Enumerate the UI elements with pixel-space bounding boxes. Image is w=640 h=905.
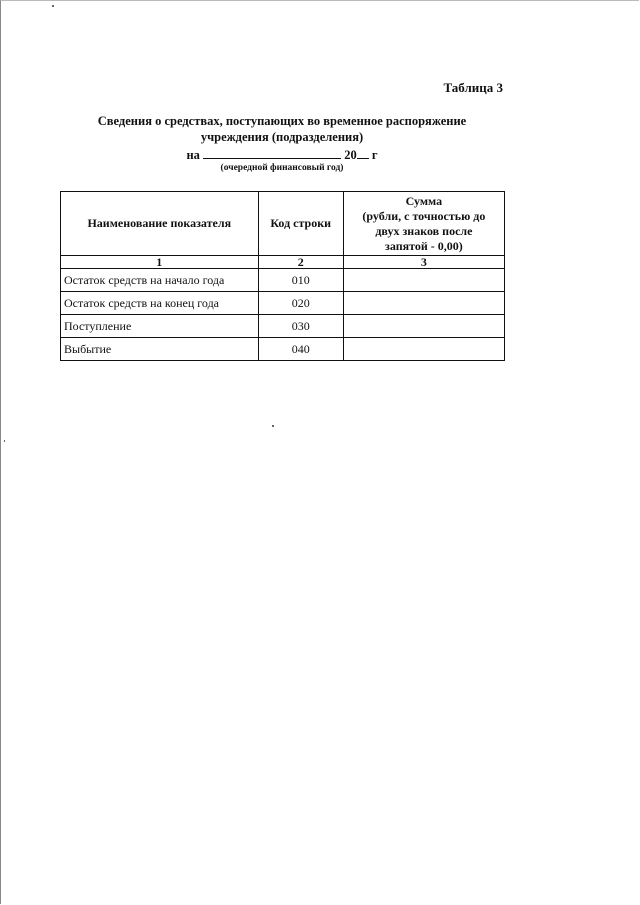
date-year-prefix: 20 — [344, 148, 357, 162]
document-title — [60, 113, 504, 145]
column-number: 3 — [343, 256, 504, 269]
title-line-1: Сведения о средствах, поступающих во временное распоряжение — [97, 114, 467, 128]
row-name: Остаток средств на конец года — [61, 292, 259, 315]
row-sum — [343, 269, 504, 292]
row-sum — [343, 292, 504, 315]
header-sum-line: Сумма — [405, 193, 443, 208]
table-label: Таблица 3 — [443, 80, 503, 95]
column-number: 1 — [61, 256, 259, 269]
header-code: Код строки — [258, 192, 343, 256]
scan-speck — [272, 425, 274, 427]
column-number-row — [61, 256, 505, 269]
table-header-row — [61, 192, 505, 256]
row-sum — [343, 338, 504, 361]
row-code: 030 — [258, 315, 343, 338]
date-line — [60, 147, 504, 163]
title-line-2: учреждения (подразделения) — [200, 130, 364, 144]
row-name: Поступление — [61, 315, 259, 338]
data-table — [60, 191, 505, 361]
row-code: 020 — [258, 292, 343, 315]
header-sum-line: (рубли, с точностью до — [362, 208, 486, 223]
header-sum — [343, 192, 504, 256]
header-sum-line: запятой - 0,00) — [385, 238, 463, 253]
date-prefix: на — [186, 148, 200, 162]
row-sum — [343, 315, 504, 338]
table-row — [61, 269, 505, 292]
header-sum-line: двух знаков после — [375, 223, 473, 238]
date-caption: (очередной финансовый год) — [220, 163, 344, 173]
row-code: 040 — [258, 338, 343, 361]
table-row — [61, 315, 505, 338]
header-name: Наименование показателя — [61, 192, 259, 256]
table-row — [61, 338, 505, 361]
date-suffix: г — [371, 148, 378, 162]
scan-speck — [52, 5, 54, 7]
row-name: Остаток средств на начало года — [61, 269, 259, 292]
table-row — [61, 292, 505, 315]
column-number: 2 — [258, 256, 343, 269]
row-name: Выбытие — [61, 338, 259, 361]
date-blank-field — [203, 147, 341, 159]
scan-speck — [4, 440, 5, 442]
row-code: 010 — [258, 269, 343, 292]
date-year-blank — [357, 147, 369, 159]
